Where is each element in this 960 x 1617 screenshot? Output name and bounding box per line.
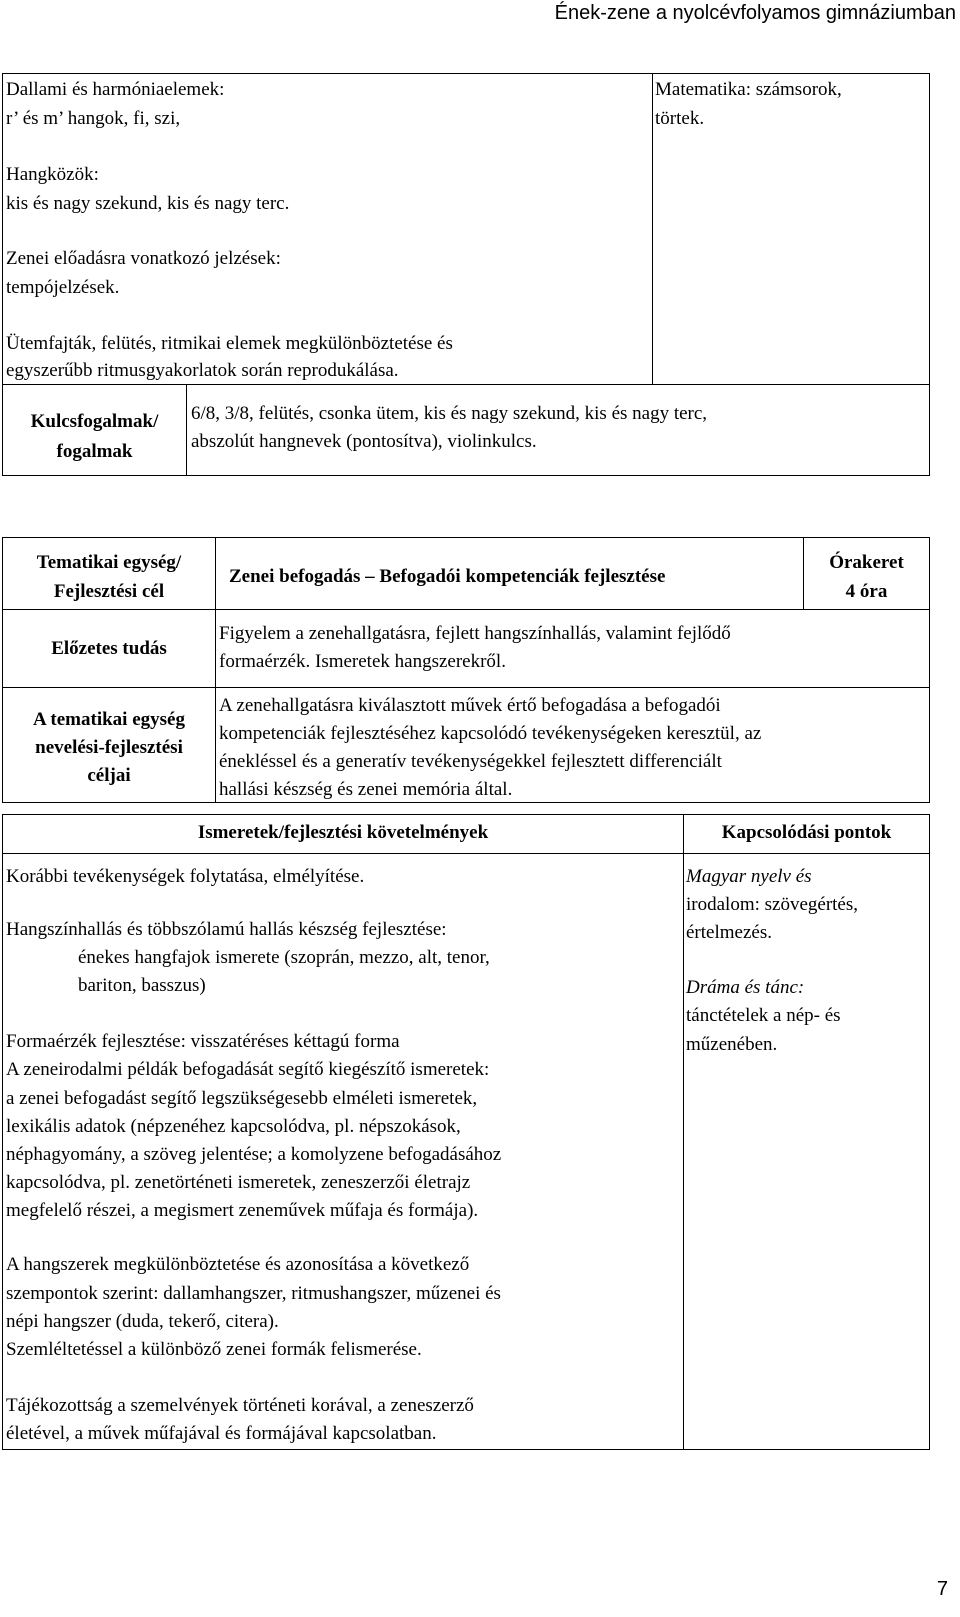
unit-label-line-1: Tematikai egység/ bbox=[36, 552, 182, 573]
req-forms-recognition: Szemléltetéssel a különböző zenei formák felismerése. bbox=[6, 1339, 422, 1360]
rhythm-text-line-1: Ütemfajták, felütés, ritmikai elemek megkülönböztetése és bbox=[6, 333, 453, 354]
req-supplementary-line-4: kapcsolódva, pl. zenetörténeti ismeretek, zeneszerzői életrajz bbox=[6, 1172, 471, 1193]
hours-label: Órakeret bbox=[829, 552, 904, 573]
goals-label-line-2: nevelési-fejlesztési bbox=[35, 737, 183, 758]
goals-text-line-3: énekléssel és a generatív tevékenységekkel fejlesztett differenciált bbox=[219, 751, 722, 772]
unit-title: Zenei befogadás – Befogadói kompetenciák fejlesztése bbox=[229, 566, 666, 587]
req-supplementary-heading: A zeneirodalmi példák befogadását segítő kiegészítő ismeretek: bbox=[6, 1059, 490, 1080]
req-instruments-line-3: népi hangszer (duda, tekerő, citera). bbox=[6, 1311, 279, 1332]
req-timbre-line-2: bariton, basszus) bbox=[78, 975, 206, 996]
req-instruments-line-1: A hangszerek megkülönböztetése és azonosítása a következő bbox=[6, 1254, 470, 1275]
key-concepts-label-line-2: fogalmak bbox=[56, 441, 133, 462]
link-hungarian-line-1: irodalom: szövegértés, bbox=[686, 894, 859, 915]
req-supplementary-line-1: a zenei befogadást segítő legszükségesebb elméleti ismeretek, bbox=[6, 1088, 478, 1109]
link-drama-subject: Dráma és tánc: bbox=[686, 977, 805, 998]
req-orientation-line-1: Tájékozottság a szemelvények történeti korával, a zeneszerző bbox=[6, 1395, 474, 1416]
link-hungarian-line-2: értelmezés. bbox=[686, 922, 772, 943]
performance-marks-heading: Zenei előadásra vonatkozó jelzések: bbox=[6, 248, 281, 269]
link-drama-line-1: tánctételek a nép- és bbox=[686, 1005, 841, 1026]
goals-text-line-4: hallási készség és zenei memória által. bbox=[219, 779, 513, 800]
link-drama-line-2: műzenében. bbox=[686, 1034, 778, 1055]
requirements-header: Ismeretek/fejlesztési követelmények bbox=[197, 822, 489, 843]
prior-knowledge-label: Előzetes tudás bbox=[51, 638, 167, 659]
melody-elements-heading: Dallami és harmóniaelemek: bbox=[6, 79, 225, 100]
links-header: Kapcsolódási pontok bbox=[721, 822, 892, 843]
req-supplementary-line-5: megfelelő részei, a megismert zeneművek műfaja és formája). bbox=[6, 1200, 479, 1221]
req-instruments-line-2: szempontok szerint: dallamhangszer, ritmushangszer, műzenei és bbox=[6, 1283, 501, 1304]
key-concepts-text-line-2: abszolút hangnevek (pontosítva), violinkulcs. bbox=[191, 431, 537, 452]
key-concepts-text-line-1: 6/8, 3/8, felütés, csonka ütem, kis és nagy szekund, kis és nagy terc, bbox=[191, 403, 708, 424]
page-number: 7 bbox=[936, 1578, 948, 1600]
rhythm-text-line-2: egyszerűbb ritmusgyakorlatok során reprodukálása. bbox=[6, 360, 399, 381]
goals-text-line-2: kompetenciák fejlesztéséhez kapcsolódó tevékenységeken keresztül, az bbox=[219, 723, 762, 744]
intervals-heading: Hangközök: bbox=[6, 164, 99, 185]
req-form-line: Formaérzék fejlesztése: visszatéréses kéttagú forma bbox=[6, 1031, 400, 1052]
goals-label-line-1: A tematikai egység bbox=[33, 709, 185, 730]
link-math-line-2: törtek. bbox=[655, 108, 705, 129]
key-concepts-label-line-1: Kulcsfogalmak/ bbox=[30, 411, 159, 432]
req-supplementary-line-3: néphagyomány, a szöveg jelentése; a komolyzene befogadásához bbox=[6, 1144, 502, 1165]
req-orientation-line-2: életével, a művek műfajával és formájával kapcsolatban. bbox=[6, 1423, 437, 1444]
link-math-line-1: Matematika: számsorok, bbox=[655, 79, 842, 100]
req-continuation: Korábbi tevékenységek folytatása, elmélyítése. bbox=[6, 866, 365, 887]
unit-label-line-2: Fejlesztési cél bbox=[53, 581, 165, 602]
hours-value: 4 óra bbox=[845, 581, 888, 602]
intervals-text: kis és nagy szekund, kis és nagy terc. bbox=[6, 193, 290, 214]
melody-elements-text: r’ és m’ hangok, fi, szi, bbox=[6, 108, 181, 129]
req-supplementary-line-2: lexikális adatok (népzenéhez kapcsolódva, pl. népszokások, bbox=[6, 1116, 461, 1137]
goals-label-line-3: céljai bbox=[87, 765, 131, 786]
prior-knowledge-line-2: formaérzék. Ismeretek hangszerekről. bbox=[219, 651, 506, 672]
req-timbre-line-1: énekes hangfajok ismerete (szoprán, mezzo, alt, tenor, bbox=[78, 947, 490, 968]
req-timbre-heading: Hangszínhallás és többszólamú hallás készség fejlesztése: bbox=[6, 919, 447, 940]
prior-knowledge-line-1: Figyelem a zenehallgatásra, fejlett hangszínhallás, valamint fejlődő bbox=[219, 623, 731, 644]
performance-marks-text: tempójelzések. bbox=[6, 277, 120, 298]
running-header: Ének-zene a nyolcévfolyamos gimnáziumban bbox=[554, 2, 956, 24]
goals-text-line-1: A zenehallgatásra kiválasztott művek értő befogadása a befogadói bbox=[219, 695, 721, 716]
link-hungarian-subject: Magyar nyelv és bbox=[686, 866, 812, 887]
